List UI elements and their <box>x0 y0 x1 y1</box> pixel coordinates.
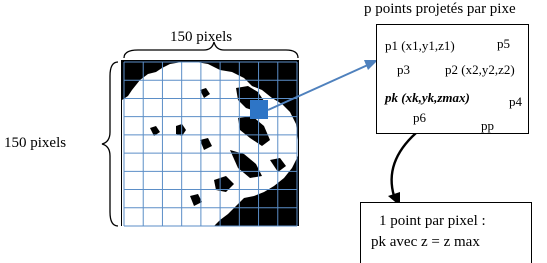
point-pk: pk (xk,yk,zmax) <box>385 90 470 105</box>
result-line-1: 1 point par pixel : <box>379 213 486 229</box>
depth-image <box>121 60 299 226</box>
width-label: 150 pixels <box>170 29 233 45</box>
point-p4: p4 <box>509 94 522 109</box>
selection-arrow <box>388 133 416 206</box>
point-p3: p3 <box>397 62 410 77</box>
point-p6: p6 <box>413 110 426 125</box>
point-p2: p2 (x2,y2,z2) <box>445 62 515 77</box>
point-p5: p5 <box>497 36 510 51</box>
projected-points-title: p points projetés par pixe <box>364 1 516 17</box>
point-pp: pp <box>481 118 494 133</box>
projected-points-box <box>376 24 529 134</box>
height-label: 150 pixels <box>4 135 67 151</box>
highlighted-pixel <box>250 100 268 119</box>
point-p1: p1 (x1,y1,z1) <box>385 38 455 53</box>
result-line-2: pk avec z = z max <box>371 234 480 250</box>
height-brace <box>102 62 118 226</box>
